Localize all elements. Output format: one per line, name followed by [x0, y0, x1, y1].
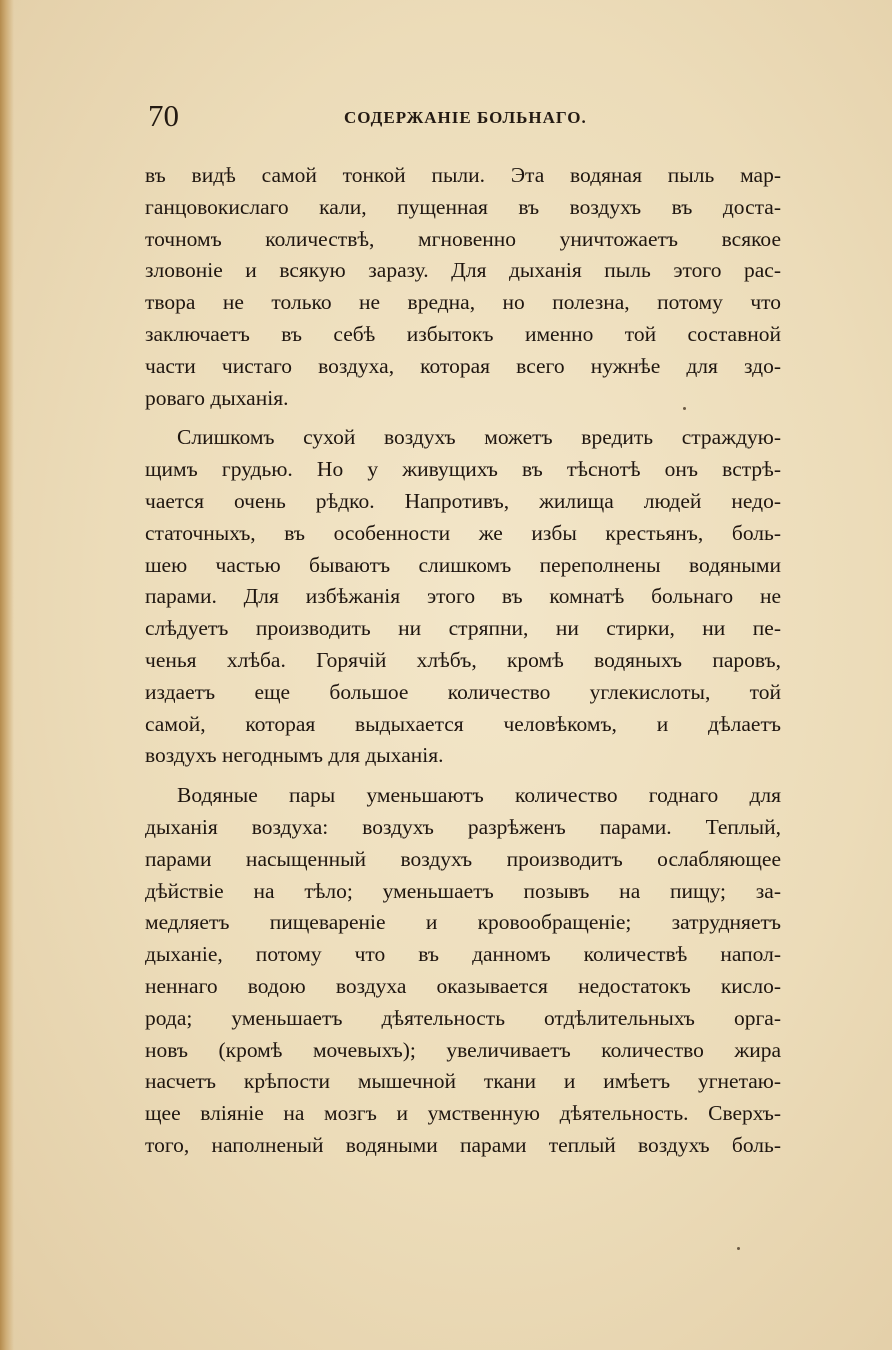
text-line: статочныхъ, въ особенности же избы крестьянъ, боль-: [145, 520, 781, 545]
paper-speck: [683, 407, 686, 410]
paper-speck: [737, 1247, 740, 1250]
text-line: Водяные пары уменьшаютъ количество годнаго для: [177, 783, 781, 808]
text-line: чается очень рѣдко. Напротивъ, жилища людей недо-: [145, 488, 781, 513]
text-line: зловоніе и всякую заразу. Для дыханія пыль этого рас-: [145, 258, 781, 283]
text-line: рода; уменьшаетъ дѣятельность отдѣлительныхъ орга-: [145, 1005, 781, 1030]
text-line: шею частью бываютъ слишкомъ переполнены водяными: [145, 552, 781, 577]
text-line: парами насыщенный воздухъ производитъ ослабляющее: [145, 846, 781, 871]
text-line: новъ (кромѣ мочевыхъ); увеличиваетъ количество жира: [145, 1037, 781, 1062]
text-line: ченья хлѣба. Горячій хлѣбъ, кромѣ водяныхъ паровъ,: [145, 647, 781, 672]
text-line: слѣдуетъ производить ни стряпни, ни стирки, ни пе-: [145, 616, 781, 641]
text-line: части чистаго воздуха, которая всего нужнѣе для здо-: [145, 353, 781, 378]
page-spine-shadow: [0, 0, 14, 1350]
text-line: въ видѣ самой тонкой пыли. Эта водяная пыль мар-: [145, 163, 781, 187]
paragraph: [145, 422, 781, 772]
text-line: точномъ количествѣ, мгновенно уничтожаетъ всякое: [145, 226, 781, 251]
text-line: дыханія воздуха: воздухъ разрѣженъ парами. Теплый,: [145, 814, 781, 839]
text-line: роваго дыханія.: [145, 385, 289, 410]
text-line: издаетъ еще большое количество углекислоты, той: [145, 679, 781, 704]
text-line: дѣйствіе на тѣло; уменьшаетъ позывъ на пищу; за-: [145, 878, 781, 903]
text-line: ганцовокислаго кали, пущенная въ воздухъ въ доста-: [145, 194, 781, 219]
text-line: насчетъ крѣпости мышечной ткани и имѣетъ угнетаю-: [145, 1069, 781, 1094]
text-line: медляетъ пищевареніе и кровообращеніе; затрудняетъ: [145, 910, 781, 935]
text-line: щимъ грудью. Но у живущихъ въ тѣснотѣ онъ встрѣ-: [145, 457, 781, 482]
text-line: твора не только не вредна, но полезна, потому что: [145, 290, 781, 315]
text-line: дыханіе, потому что въ данномъ количествѣ напол-: [145, 942, 781, 967]
text-line: щее вліяніе на мозгъ и умственную дѣятельность. Сверхъ-: [145, 1101, 781, 1126]
body-text: [145, 160, 781, 1170]
paragraph: [145, 780, 781, 1162]
text-line: Слишкомъ сухой воздухъ можетъ вредить страждую-: [177, 425, 781, 450]
text-line: парами. Для избѣжанія этого въ комнатѣ больнаго не: [145, 584, 781, 609]
text-line: неннаго водою воздуха оказывается недостатокъ кисло-: [145, 973, 781, 998]
page-number: 70: [148, 98, 179, 133]
text-line: того, наполненый водяными парами теплый воздухъ боль-: [145, 1132, 781, 1157]
page-header: [148, 98, 788, 138]
running-head: СОДЕРЖАНІЕ БОЛЬНАГО.: [344, 108, 587, 127]
text-line: самой, которая выдыхается человѣкомъ, и дѣлаетъ: [145, 711, 781, 736]
paragraph: [145, 160, 781, 414]
text-line: заключаетъ въ себѣ избытокъ именно той составной: [145, 321, 781, 346]
text-line: воздухъ негоднымъ для дыханія.: [145, 743, 444, 768]
